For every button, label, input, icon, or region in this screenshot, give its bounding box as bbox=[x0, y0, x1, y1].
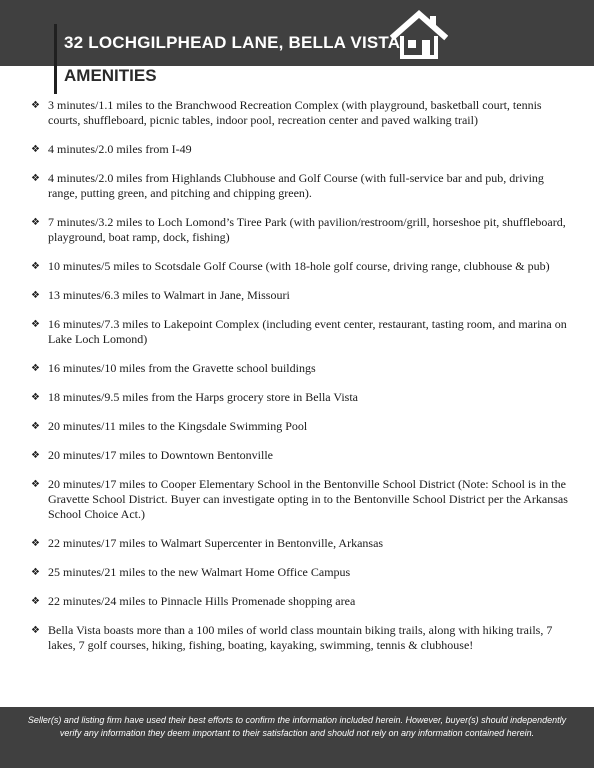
amenity-text: 7 minutes/3.2 miles to Loch Lomond’s Tiree Park (with pavilion/restroom/grill, horseshoe pit, shuffleboard, playground, boat ramp, dock, fishing) bbox=[48, 215, 566, 244]
disclaimer-footer bbox=[0, 707, 594, 768]
bullet-icon: ❖ bbox=[31, 392, 40, 403]
list-item bbox=[31, 536, 571, 551]
house-icon bbox=[390, 10, 448, 60]
bullet-icon: ❖ bbox=[31, 290, 40, 301]
list-item bbox=[31, 361, 571, 376]
bullet-icon: ❖ bbox=[31, 261, 40, 272]
amenity-text: 20 minutes/11 miles to the Kingsdale Swimming Pool bbox=[48, 419, 308, 433]
list-item bbox=[31, 390, 571, 405]
amenities-heading: AMENITIES bbox=[64, 66, 157, 85]
amenity-text: 22 minutes/24 miles to Pinnacle Hills Promenade shopping area bbox=[48, 594, 356, 608]
header-banner bbox=[0, 0, 594, 66]
amenity-text: 20 minutes/17 miles to Cooper Elementary School in the Bentonville School District (Note: School is in the Gravette School District. Buyer can investigate opting in to the Bentonville School District per the Arkansas School Choice Act.) bbox=[48, 477, 568, 521]
list-item bbox=[31, 594, 571, 609]
list-item bbox=[31, 477, 571, 522]
list-item bbox=[31, 142, 571, 157]
list-item bbox=[31, 171, 571, 201]
bullet-icon: ❖ bbox=[31, 100, 40, 111]
bullet-icon: ❖ bbox=[31, 363, 40, 374]
bullet-icon: ❖ bbox=[31, 596, 40, 607]
amenities-list bbox=[31, 98, 571, 667]
list-item bbox=[31, 448, 571, 463]
bullet-icon: ❖ bbox=[31, 319, 40, 330]
amenity-text: 4 minutes/2.0 miles from I-49 bbox=[48, 142, 192, 156]
amenity-text: 16 minutes/7.3 miles to Lakepoint Complex (including event center, restaurant, tasting room, and marina on Lake Loch Lomond) bbox=[48, 317, 567, 346]
list-item bbox=[31, 215, 571, 245]
bullet-icon: ❖ bbox=[31, 217, 40, 228]
amenity-text: 16 minutes/10 miles from the Gravette school buildings bbox=[48, 361, 316, 375]
amenity-text: 18 minutes/9.5 miles from the Harps grocery store in Bella Vista bbox=[48, 390, 358, 404]
list-item bbox=[31, 98, 571, 128]
bullet-icon: ❖ bbox=[31, 421, 40, 432]
disclaimer-text: Seller(s) and listing firm have used their best efforts to confirm the information included herein. However, buyer(s) should independently verify any information they deem important to their satisfaction and should not rely on any information contained herein. bbox=[27, 715, 567, 738]
list-item bbox=[31, 565, 571, 580]
bullet-icon: ❖ bbox=[31, 479, 40, 490]
list-item bbox=[31, 419, 571, 434]
bullet-icon: ❖ bbox=[31, 538, 40, 549]
amenity-text: 3 minutes/1.1 miles to the Branchwood Recreation Complex (with playground, basketball court, tennis courts, shuffleboard, picnic tables, indoor pool, recreation center and paved walking trail) bbox=[48, 98, 542, 127]
header-accent-bar bbox=[54, 24, 57, 94]
bullet-icon: ❖ bbox=[31, 450, 40, 461]
property-address-title: 32 LOCHGILPHEAD LANE, BELLA VISTA bbox=[64, 33, 401, 52]
bullet-icon: ❖ bbox=[31, 173, 40, 184]
list-item bbox=[31, 288, 571, 303]
list-item bbox=[31, 317, 571, 347]
amenity-text: 20 minutes/17 miles to Downtown Bentonville bbox=[48, 448, 273, 462]
amenity-text: Bella Vista boasts more than a 100 miles of world class mountain biking trails, along with hiking trails, 7 lakes, 7 golf courses, hiking, fishing, boating, kayaking, swimming, tennis & clubhouse! bbox=[48, 623, 553, 652]
amenity-text: 25 minutes/21 miles to the new Walmart Home Office Campus bbox=[48, 565, 351, 579]
bullet-icon: ❖ bbox=[31, 625, 40, 636]
bullet-icon: ❖ bbox=[31, 567, 40, 578]
list-item bbox=[31, 259, 571, 274]
bullet-icon: ❖ bbox=[31, 144, 40, 155]
amenity-text: 4 minutes/2.0 miles from Highlands Clubhouse and Golf Course (with full-service bar and pub, driving range, putting green, and pitching and chipping green). bbox=[48, 171, 544, 200]
amenity-text: 13 minutes/6.3 miles to Walmart in Jane, Missouri bbox=[48, 288, 290, 302]
list-item bbox=[31, 623, 571, 653]
amenity-text: 22 minutes/17 miles to Walmart Supercenter in Bentonville, Arkansas bbox=[48, 536, 384, 550]
amenity-text: 10 minutes/5 miles to Scotsdale Golf Course (with 18-hole golf course, driving range, clubhouse & pub) bbox=[48, 259, 550, 273]
